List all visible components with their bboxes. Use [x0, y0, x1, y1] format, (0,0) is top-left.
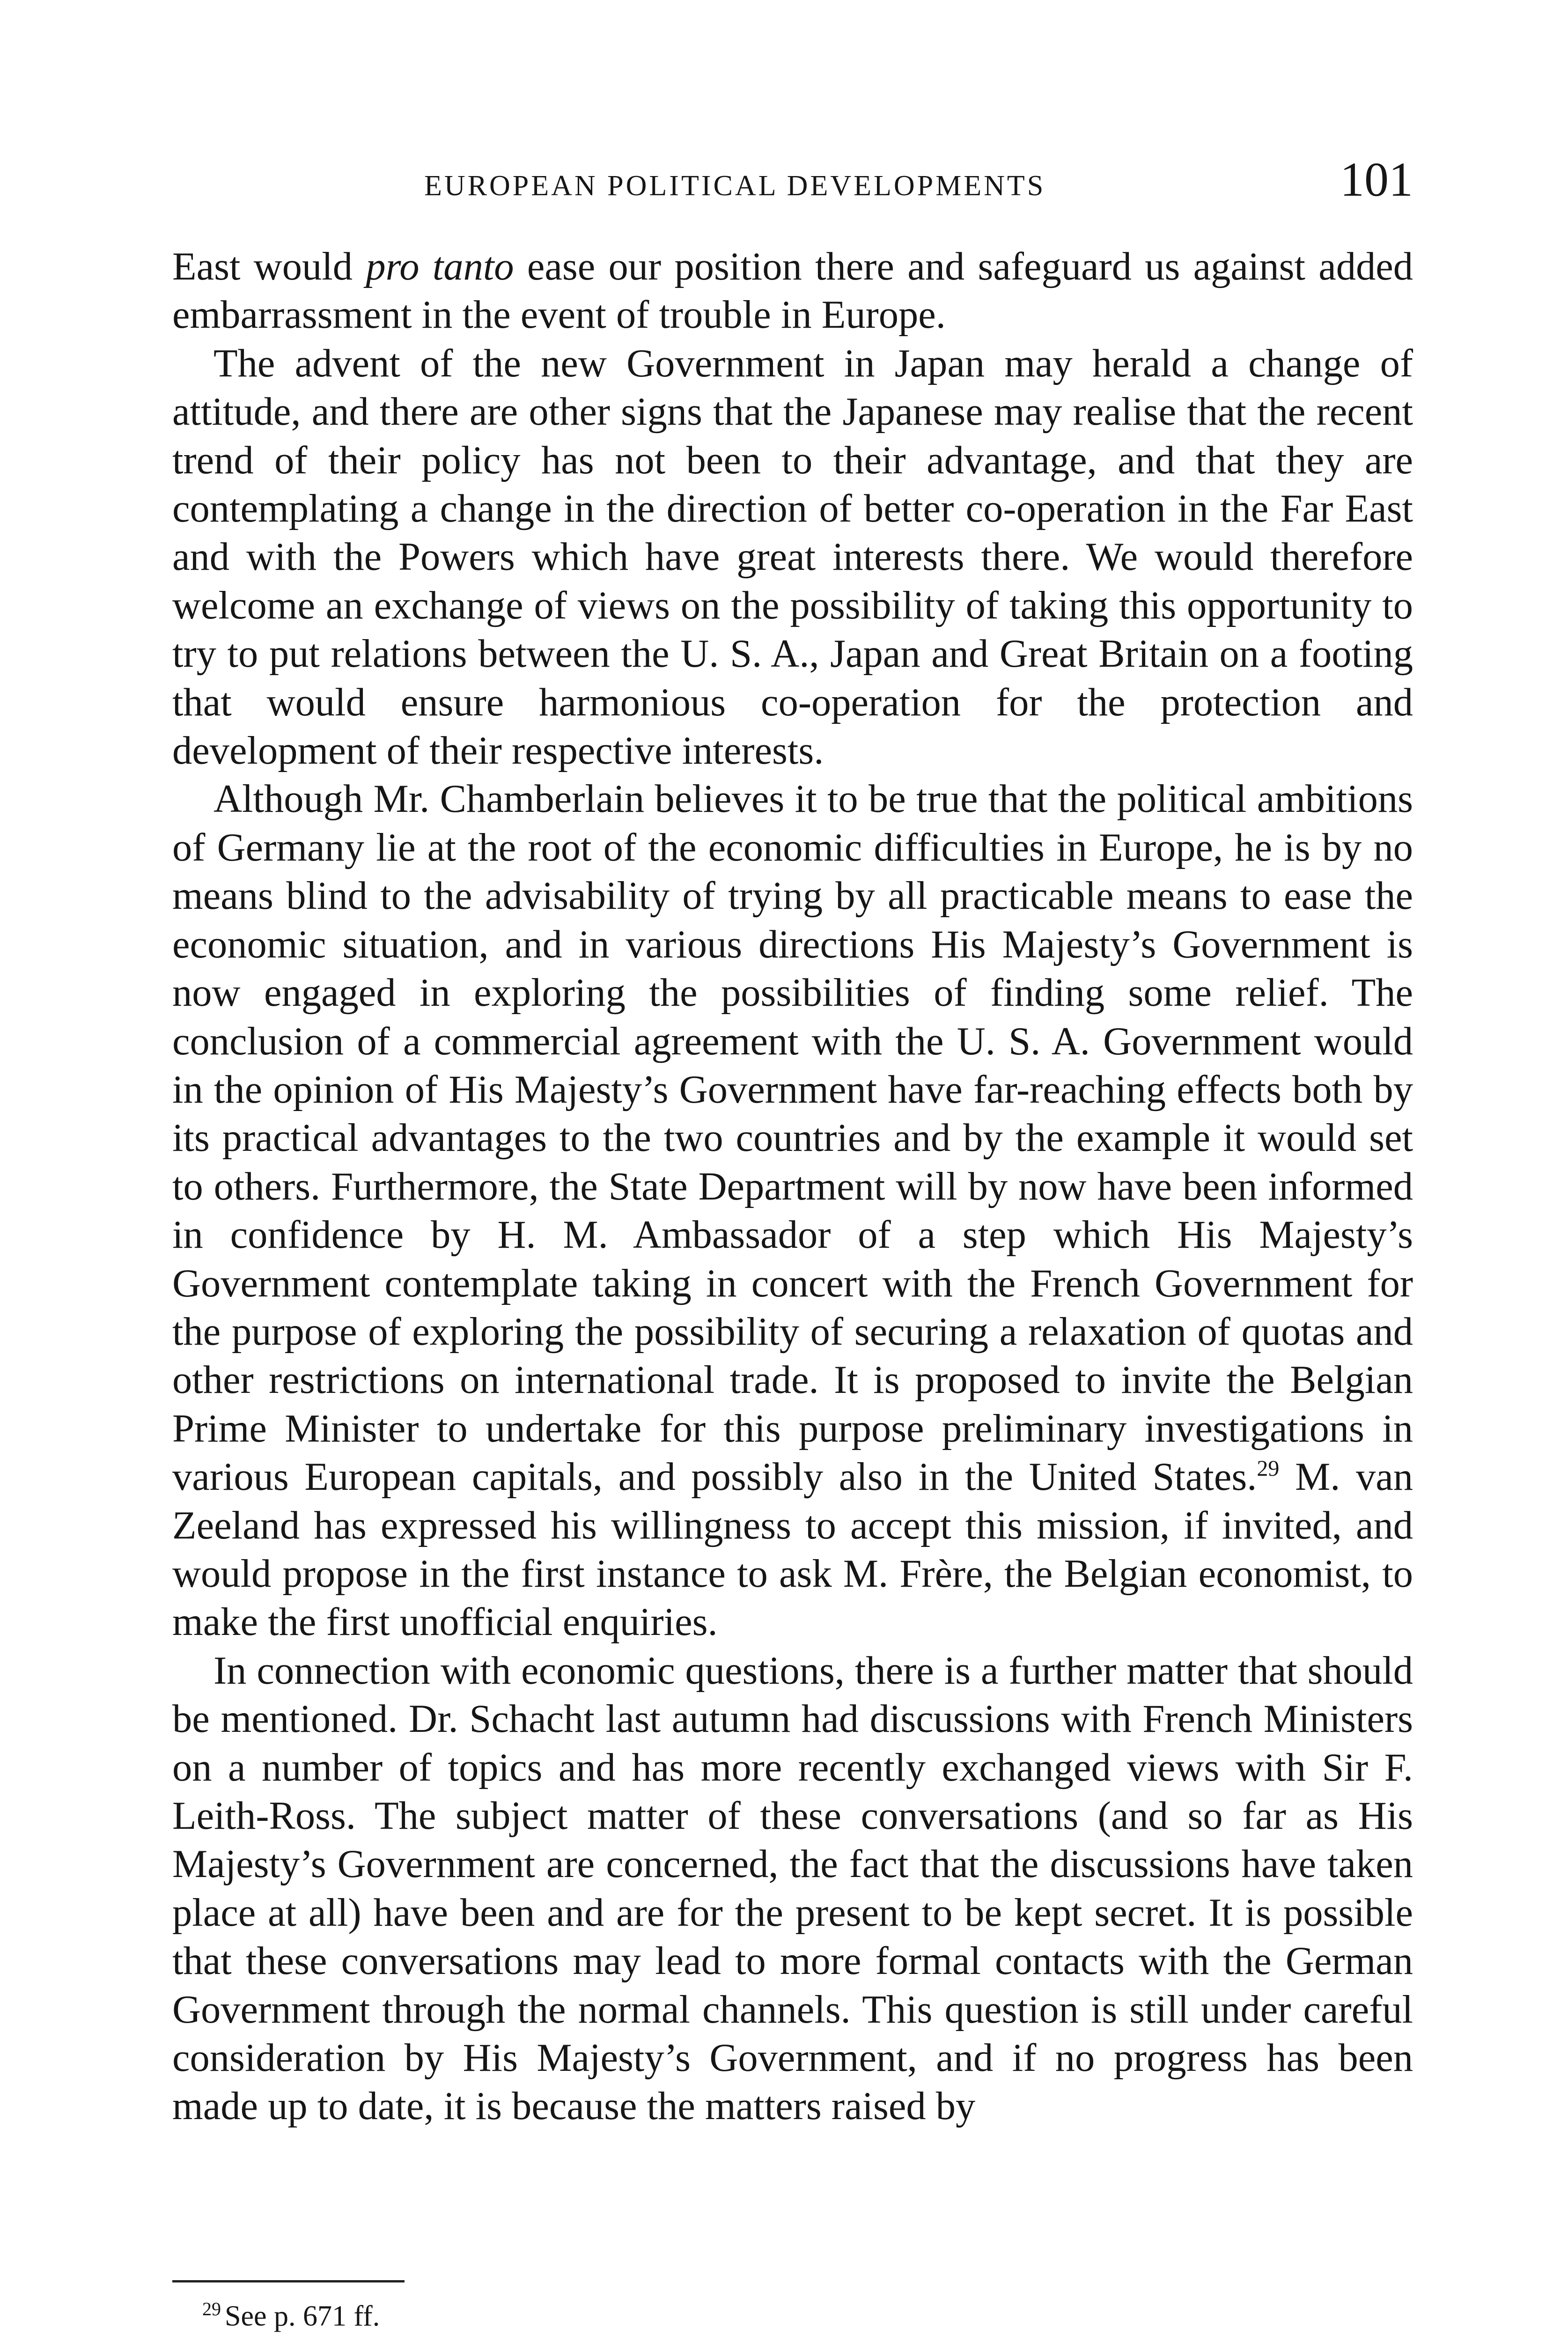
page-header	[172, 149, 1413, 214]
running-title: EUROPEAN POLITICAL DEVELOPMENTS	[424, 170, 1046, 202]
paragraph-3	[172, 775, 1413, 1646]
footnote-number: 29	[202, 2298, 221, 2319]
paragraph-1-rest: ease our position there and safeguard us against added embarrassment in the event of trouble in Europe.	[172, 245, 1413, 337]
paragraph-2: The advent of the new Government in Japan may herald a change of attitude, and there are other signs that the Japanese may realise that the recent trend of their policy has not been to their advantage, and that they are contemplating a change in the direction of better co-operation in the Far East and with the Powers which have great interests there. We would therefore welcome an exchange of views on the possibility of taking this opportunity to try to put relations between the U. S. A., Japan and Great Britain on a footing that would ensure harmonious co-operation for the protection and development of their respective interests.	[172, 341, 1413, 773]
footnote-divider	[172, 2280, 405, 2282]
body-text	[172, 243, 1413, 2131]
paragraph-1	[172, 243, 1413, 339]
paragraph-4: In connection with economic questions, there is a further matter that should be mentioned. Dr. Schacht last autumn had discussions with French Ministers on a number of topics and has more recently exchanged views with Sir F. Leith-Ross. The subject matter of these conversations (and so far as His Majesty’s Government are concerned, the fact that the discussions have taken place at all) have been and are for the present to be kept secret. It is possible that these conversations may lead to more formal contacts with the German Government through the normal channels. This question is still under careful consideration by His Majesty’s Government, and if no progress has been made up to date, it is because the matters raised by	[172, 1649, 1413, 2128]
paragraph-3-lead: Although Mr. Chamberlain believes it to be true that the political ambitions of Germany lie at the root of the economic difficulties in Europe, he is by no means blind to the advisability of trying by all practicable means to ease the economic situation, and in various directions His Majesty’s Government is now engaged in exploring the possibilities of finding some relief. The conclusion of a commercial agreement with the U. S. A. Government would in the opinion of His Majesty’s Government have far-reaching effects both by its practical advantages to the two countries and by the example it would set to others. Furthermore, the State Department will by now have been informed in confidence by H. M. Ambassador of a step which His Majesty’s Government contemplate taking in concert with the French Government for the purpose of exploring the possibility of securing a relaxation of quotas and other restrictions on international trade. It is proposed to invite the Belgian Prime Minister to undertake for this purpose preliminary investigations in various European capitals, and possibly also in the United States.	[172, 777, 1413, 1499]
paragraph-3-rest: M. van Zeeland has expressed his willingness to accept this mission, if invited, and would propose in the first instance to ask M. Frère, the Belgian economist, to make the first unofficial enquiries.	[172, 1455, 1413, 1644]
footnote-text: See p. 671 ff.	[225, 2300, 380, 2332]
footnote	[202, 2298, 380, 2334]
footnote-reference[interactable]: 29	[1257, 1456, 1280, 1481]
page-number: 101	[1340, 153, 1413, 206]
italic-phrase: pro tanto	[366, 245, 514, 288]
paragraph-1-lead: East would	[172, 245, 366, 288]
